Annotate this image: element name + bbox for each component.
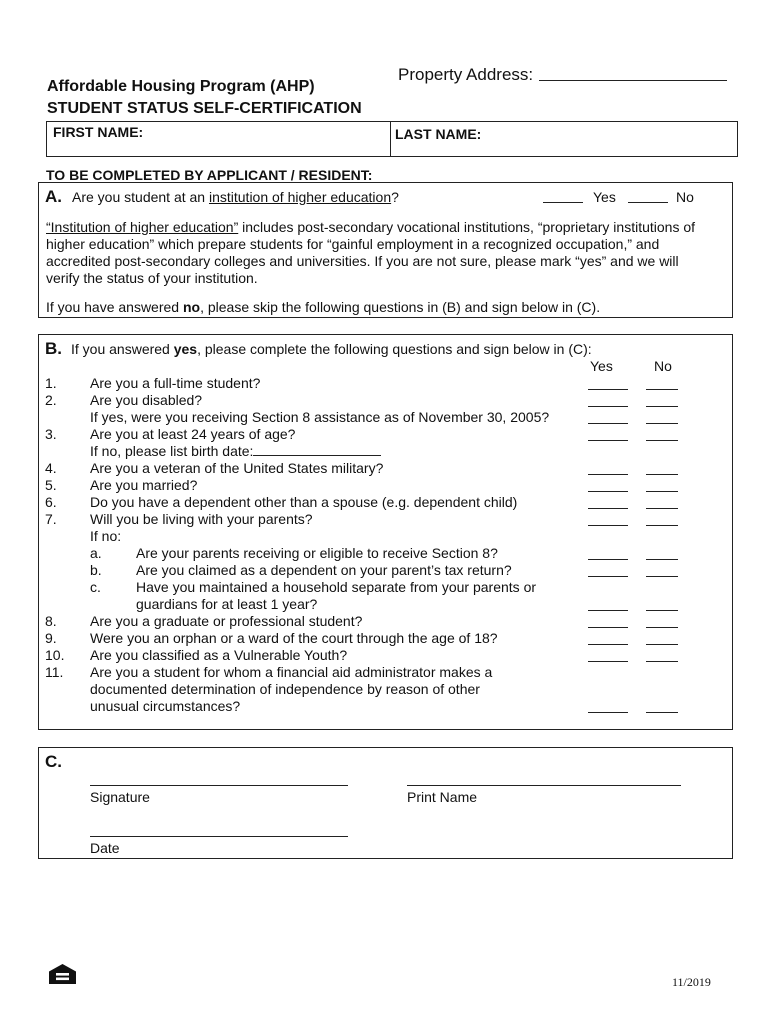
no-answer-blank[interactable] [646,440,678,441]
signature-field[interactable] [90,785,348,786]
definition-line-3: accredited post-secondary colleges and universities. If you are not sure, please mark “yes” and we will [46,253,679,269]
question-number: 7. [45,511,57,527]
question-text [90,647,347,664]
definition-line-4: verify the status of your institution. [46,270,258,286]
no-answer-blank[interactable] [646,576,678,577]
no-answer-blank[interactable] [646,423,678,424]
definition-line-1 [46,219,695,236]
skip-text-2: , please skip the following questions in (B) and sign below in (C). [200,299,601,315]
section-b-letter: B. [45,339,62,358]
first-name-field[interactable] [51,141,387,155]
intro-yes: yes [173,341,198,357]
first-name-label: FIRST NAME: [53,124,144,140]
question-text-content: Will you be living with your parents? [90,511,313,527]
yes-answer-blank[interactable] [588,576,628,577]
question-text [90,426,295,443]
question-text-content: Are you a student for whom a financial aid administrator makes a [90,664,493,680]
question-text [90,613,362,630]
question-text [136,579,536,596]
section-a-question [72,189,399,206]
signature-label: Signature [90,789,150,805]
question-text-content: Are you a veteran of the United States military? [90,460,384,476]
question-text-content: Are you classified as a Vulnerable Youth? [90,647,348,663]
no-answer-blank[interactable] [646,406,678,407]
question-text-content: Are you married? [90,477,198,493]
yes-answer-blank[interactable] [588,559,628,560]
question-number: 11. [45,664,64,680]
yes-answer-blank[interactable] [588,712,628,713]
intro-text-2: , please complete the following questions and sign below in (C): [197,341,592,357]
question-text [90,494,517,511]
question-text-content: Are you a full-time student? [90,375,261,391]
question-text-content: If no, please list birth date: [90,443,254,459]
yes-answer-blank[interactable] [588,627,628,628]
question-text-content: Are you claimed as a dependent on your parent’s tax return? [136,562,512,578]
question-sub-letter: c. [90,579,101,595]
yes-column-header: Yes [590,358,613,374]
yes-answer-blank[interactable] [588,508,628,509]
question-text-content: unusual circumstances? [90,698,241,714]
question-text [90,392,202,409]
no-answer-blank[interactable] [646,610,678,611]
question-text [90,528,121,545]
question-number: 3. [45,426,57,442]
no-answer-blank[interactable] [646,559,678,560]
name-box-divider [390,122,391,156]
question-text-content: If yes, were you receiving Section 8 assistance as of November 30, 2005? [90,409,550,425]
question-a-text: Are you student at an [72,189,209,205]
a-yes-blank[interactable] [543,202,583,203]
question-text [90,460,383,477]
program-title: Affordable Housing Program (AHP) [47,78,315,95]
no-answer-blank[interactable] [646,508,678,509]
section-b-intro [71,341,592,358]
skip-no: no [182,299,201,315]
question-text-content: Have you maintained a household separate from your parents or [136,579,537,595]
question-text [90,477,197,494]
question-text [90,375,260,392]
equal-housing-icon [48,963,77,985]
question-number: 2. [45,392,57,408]
a-yes-label: Yes [593,189,616,205]
property-address-label: Property Address: [398,65,534,84]
no-answer-blank[interactable] [646,525,678,526]
section-c-letter: C. [45,752,62,771]
yes-answer-blank[interactable] [588,525,628,526]
question-text-content: Were you an orphan or a ward of the court through the age of 18? [90,630,498,646]
no-answer-blank[interactable] [646,644,678,645]
property-address-field[interactable] [539,80,727,81]
yes-answer-blank[interactable] [588,644,628,645]
question-a-end: ? [391,189,399,205]
no-answer-blank[interactable] [646,474,678,475]
yes-answer-blank[interactable] [588,610,628,611]
question-text [90,443,381,460]
question-text-content: Do you have a dependent other than a spouse (e.g. dependent child) [90,494,518,510]
question-text [90,409,549,426]
applicant-heading: TO BE COMPLETED BY APPLICANT / RESIDENT: [46,167,373,183]
yes-answer-blank[interactable] [588,389,628,390]
no-answer-blank[interactable] [646,712,678,713]
intro-text-1: If you answered [71,341,174,357]
skip-instruction [46,299,600,316]
yes-answer-blank[interactable] [588,440,628,441]
question-text-content: documented determination of independence by reason of other [90,681,480,697]
question-text-content: If no: [90,528,122,544]
question-sub-letter: b. [90,562,102,578]
question-sub-letter: a. [90,545,102,561]
question-number: 8. [45,613,57,629]
last-name-label: LAST NAME: [395,126,482,142]
question-text-content: Are you a graduate or professional student? [90,613,363,629]
definition-line-2: higher education” which prepare students for “gainful employment in a recognized occupation,” and [46,236,660,252]
question-text [136,596,317,613]
no-answer-blank[interactable] [646,389,678,390]
question-text-content: Are you at least 24 years of age? [90,426,296,442]
section-a-letter: A. [45,187,62,206]
question-number: 10. [45,647,65,663]
print-name-field[interactable] [407,785,681,786]
question-text [90,630,498,647]
question-number: 9. [45,630,57,646]
no-column-header: No [654,358,672,374]
question-text [90,511,313,528]
no-answer-blank[interactable] [646,627,678,628]
date-field[interactable] [90,836,348,837]
last-name-field[interactable] [394,141,732,155]
skip-text-1: If you have answered [46,299,183,315]
question-text-content: guardians for at least 1 year? [136,596,318,612]
question-number: 6. [45,494,57,510]
question-text-content: Are you disabled? [90,392,203,408]
definition-text-1: includes post-secondary vocational institutions, “proprietary institutions of [238,219,696,235]
yes-answer-blank[interactable] [588,661,628,662]
definition-term: “Institution of higher education” [46,219,239,235]
yes-answer-blank[interactable] [588,491,628,492]
question-text [90,698,240,715]
no-answer-blank[interactable] [646,661,678,662]
question-text [136,562,512,579]
question-text-content: Are your parents receiving or eligible to receive Section 8? [136,545,498,561]
question-number: 5. [45,477,57,493]
yes-answer-blank[interactable] [588,474,628,475]
question-text [90,681,480,698]
yes-answer-blank[interactable] [588,406,628,407]
question-number: 1. [45,375,57,391]
a-no-label: No [676,189,694,205]
form-title: STUDENT STATUS SELF-CERTIFICATION [47,100,362,117]
no-answer-blank[interactable] [646,491,678,492]
a-no-blank[interactable] [628,202,668,203]
birth-date-field[interactable] [253,443,381,456]
question-text [136,545,498,562]
print-name-label: Print Name [407,789,478,805]
footer-date: 11/2019 [672,975,711,989]
yes-answer-blank[interactable] [588,423,628,424]
institution-link: institution of higher education [208,189,392,205]
question-number: 4. [45,460,57,476]
question-text [90,664,492,681]
date-label: Date [90,840,120,856]
